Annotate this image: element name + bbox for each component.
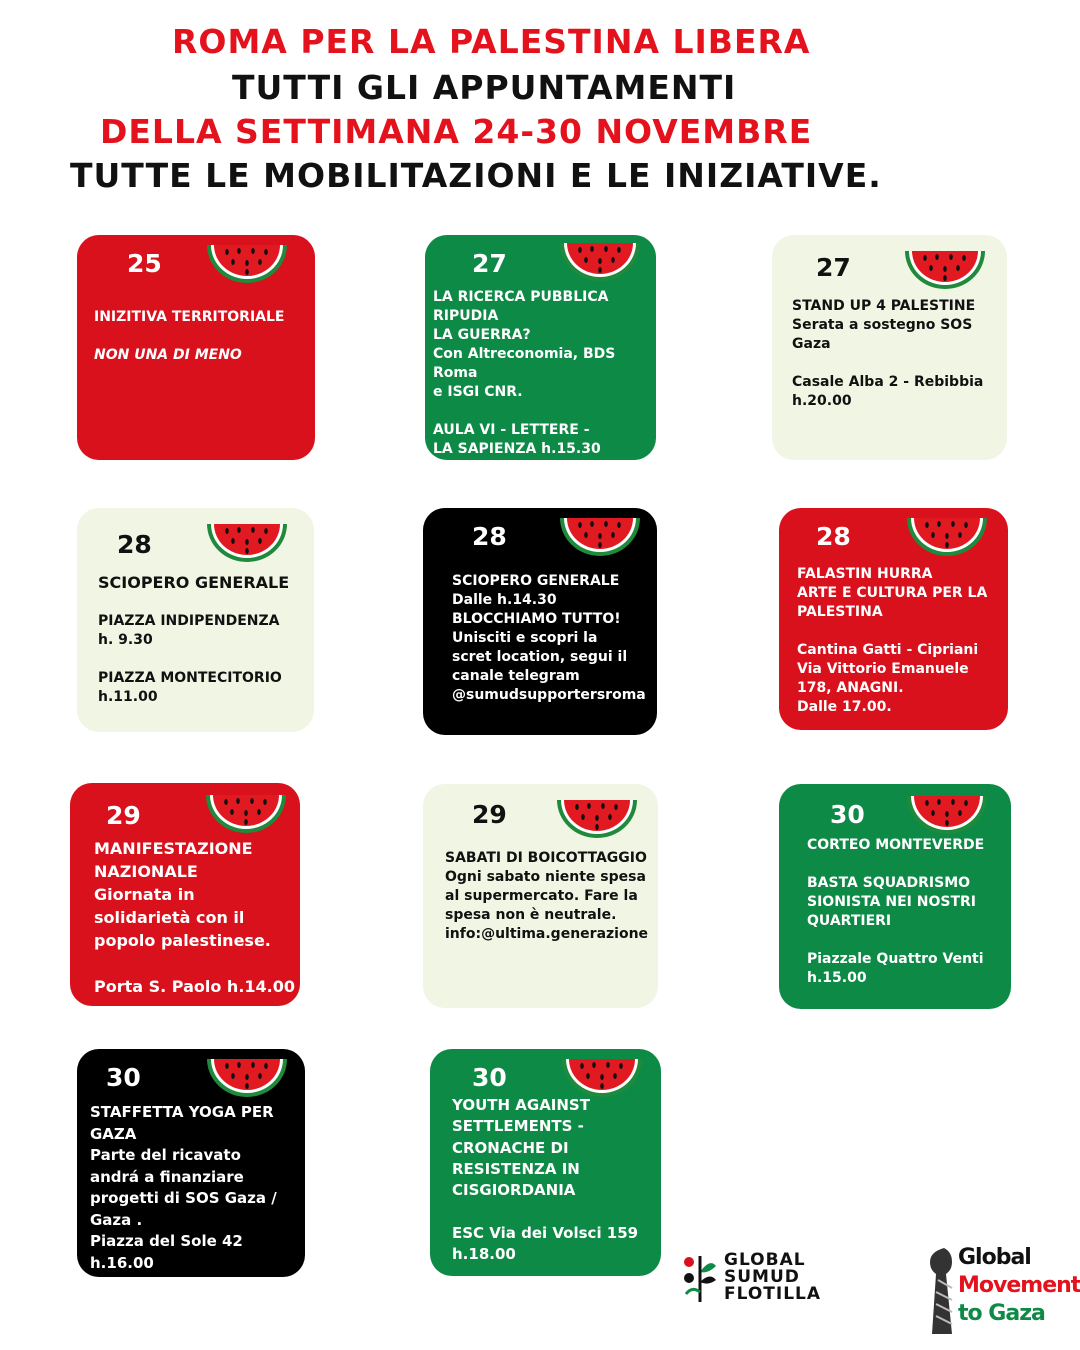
event-body: NON UNA DI MENO [94,347,242,363]
event-card-28-sciopero [77,508,314,732]
event-body: LA RICERCA PUBBLICA RIPUDIA LA GUERRA? Con Altreconomia, BDS Roma e ISGI CNR. AULA VI - LETTERE - LA SAPIENZA h.15.30 [433,289,616,457]
global-movement-to-gaza-logo [930,1244,1080,1336]
event-day: 25 [127,249,162,278]
event-card-29-boicottaggio [423,784,658,1008]
watermelon-icon [204,791,288,835]
headline-roma: ROMA PER LA PALESTINA LIBERA [172,22,811,61]
event-body: CORTEO MONTEVERDE BASTA SQUADRISMO SIONISTA NEI NOSTRI QUARTIERI Piazzale Quattro Venti h.15.00 [807,837,985,986]
watermelon-icon [205,520,289,564]
event-title: SCIOPERO GENERALE [98,573,290,592]
watermelon-icon [205,1055,289,1099]
watermelon-icon [558,514,642,558]
event-card-25 [77,235,315,460]
event-day: 30 [472,1063,507,1092]
event-title: INIZITIVA TERRITORIALE [94,309,285,325]
movement-logo-text [958,1244,1080,1328]
flotilla-emblem-icon [682,1252,718,1304]
event-card-27-ricerca [425,235,656,460]
flotilla-logo-text: GLOBAL SUMUD FLOTILLA [724,1250,822,1304]
event-card-30-youth [430,1049,661,1276]
headline-settimana: DELLA SETTIMANA 24-30 NOVEMBRE [100,112,813,151]
event-body: PIAZZA INDIPENDENZA h. 9.30 PIAZZA MONTECITORIO h.11.00 [98,613,282,705]
event-body: FALASTIN HURRA ARTE E CULTURA PER LA PALESTINA Cantina Gatti - Cipriani Via Vittorio Emanuele 178, ANAGNI. Dalle 17.00. [797,566,988,715]
event-card-30-yoga [77,1049,305,1277]
headline-appuntamenti: TUTTI GLI APPUNTAMENTI [232,68,737,107]
event-day: 28 [117,530,152,559]
movement-logo-line: Movement [958,1273,1080,1298]
movement-logo-line: Global [958,1245,1031,1270]
watermelon-icon [205,241,289,285]
event-body: SABATI DI BOICOTTAGGIO Ogni sabato niente spesa al supermercato. Fare la spesa non è neutrale. info:@ultima.generazione [445,850,649,942]
event-day: 29 [472,800,507,829]
event-body: SCIOPERO GENERALE Dalle h.14.30 BLOCCHIAMO TUTTO! Unisciti e scopri la scret location, segui il canale telegram @sumudsupportersroma [452,573,646,703]
event-card-28-blocchiamo [423,508,657,735]
watermelon-icon [905,792,989,836]
movement-logo-line: to Gaza [958,1301,1045,1326]
event-day: 29 [106,801,141,830]
event-day: 28 [472,522,507,551]
event-day: 27 [816,253,851,282]
watermelon-icon [903,247,987,291]
event-card-29-manifestazione [70,783,300,1006]
keffiyeh-figure-icon [930,1246,958,1334]
event-body: STAND UP 4 PALESTINE Serata a sostegno SOS Gaza Casale Alba 2 - Rebibbia h.20.00 [792,298,984,409]
event-day: 30 [830,800,865,829]
watermelon-icon [558,239,642,283]
event-card-28-falastin [779,508,1008,730]
event-day: 28 [816,522,851,551]
event-body: YOUTH AGAINST SETTLEMENTS - CRONACHE DI RESISTENZA IN CISGIORDANIA ESC Via dei Volsci 159 h.18.00 [452,1096,639,1264]
event-day: 27 [472,249,507,278]
event-body: STAFFETTA YOGA PER GAZA Parte del ricavato andrá a finanziare progetti di SOS Gaza / Gaza . Piazza del Sole 42 h.16.00 [90,1103,277,1272]
watermelon-icon [560,1055,644,1099]
watermelon-icon [555,796,639,840]
event-card-30-corteo [779,784,1011,1009]
event-card-27-standup [772,235,1007,460]
watermelon-icon [905,514,989,558]
event-body: MANIFESTAZIONE NAZIONALE Giornata in solidarietà con il popolo palestinese. Porta S. Paolo h.14.00 [94,839,296,996]
global-sumud-flotilla-logo [682,1252,842,1306]
headline-mobilitazioni: TUTTE LE MOBILITAZIONI E LE INIZIATIVE. [70,156,882,195]
event-day: 30 [106,1063,141,1092]
